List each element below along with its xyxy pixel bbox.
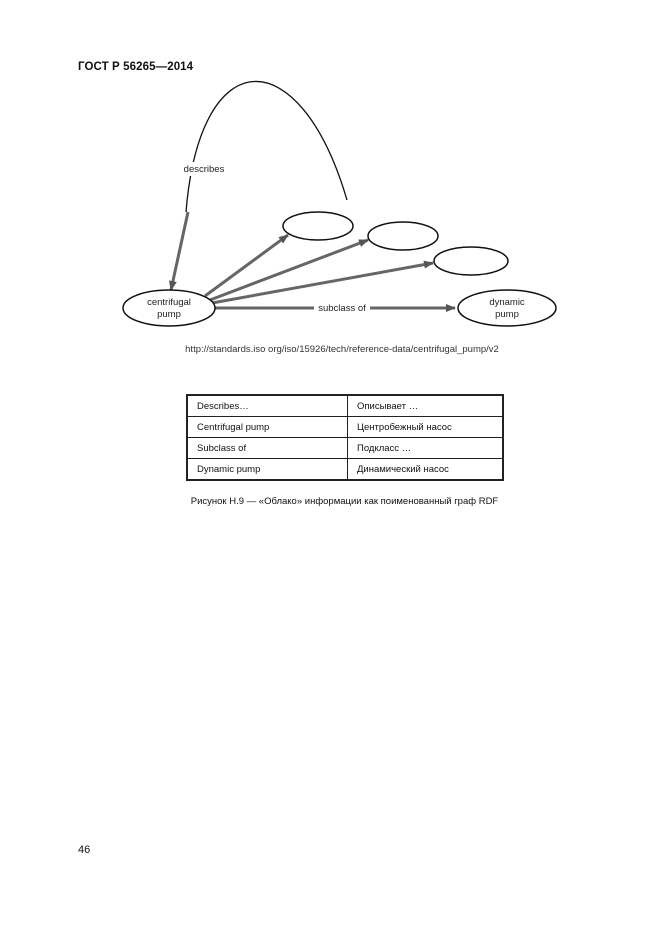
dynamic-pump-label-line1: dynamic (489, 297, 525, 308)
centrifugal-pump-label-line1: centrifugal (147, 297, 191, 308)
edge-to-node-2 (210, 240, 368, 300)
describes-label: describes (183, 164, 225, 175)
centrifugal-pump-node (123, 290, 215, 326)
dynamic-pump-label-line2: pump (495, 309, 519, 320)
table-row (187, 438, 503, 459)
table-cell-en: Centrifugal pump (187, 417, 348, 438)
table-cell-ru: Описывает … (348, 395, 504, 417)
rdf-graph-diagram (0, 0, 661, 380)
table-row (187, 395, 503, 417)
table-cell-en: Dynamic pump (187, 459, 348, 481)
table-cell-en: Describes… (187, 395, 348, 417)
translation-table (186, 394, 504, 481)
empty-node-1 (283, 212, 353, 240)
dynamic-pump-node (458, 290, 556, 326)
table-cell-ru: Подкласс … (348, 438, 504, 459)
table-cell-ru: Центробежный насос (348, 417, 504, 438)
figure-caption: Рисунок Н.9 — «Облако» информации как поименованный граф RDF (190, 496, 499, 507)
table-row (187, 417, 503, 438)
table-cell-en: Subclass of (187, 438, 348, 459)
document-header: ГОСТ Р 56265—2014 (78, 61, 194, 73)
page-number: 46 (78, 844, 91, 856)
table-row (187, 459, 503, 481)
edge-to-node-3 (212, 263, 433, 303)
empty-node-2 (368, 222, 438, 250)
empty-node-3 (434, 247, 508, 275)
describes-arc (183, 81, 347, 212)
graph-uri-label: http://standards.iso org/iso/15926/tech/reference-data/centrifugal_pump/v2 (185, 344, 499, 355)
describes-arrow (171, 212, 188, 290)
centrifugal-pump-label-line2: pump (157, 309, 181, 320)
table-cell-ru: Динамический насос (348, 459, 504, 481)
subclass-of-label: subclass of (318, 303, 366, 314)
